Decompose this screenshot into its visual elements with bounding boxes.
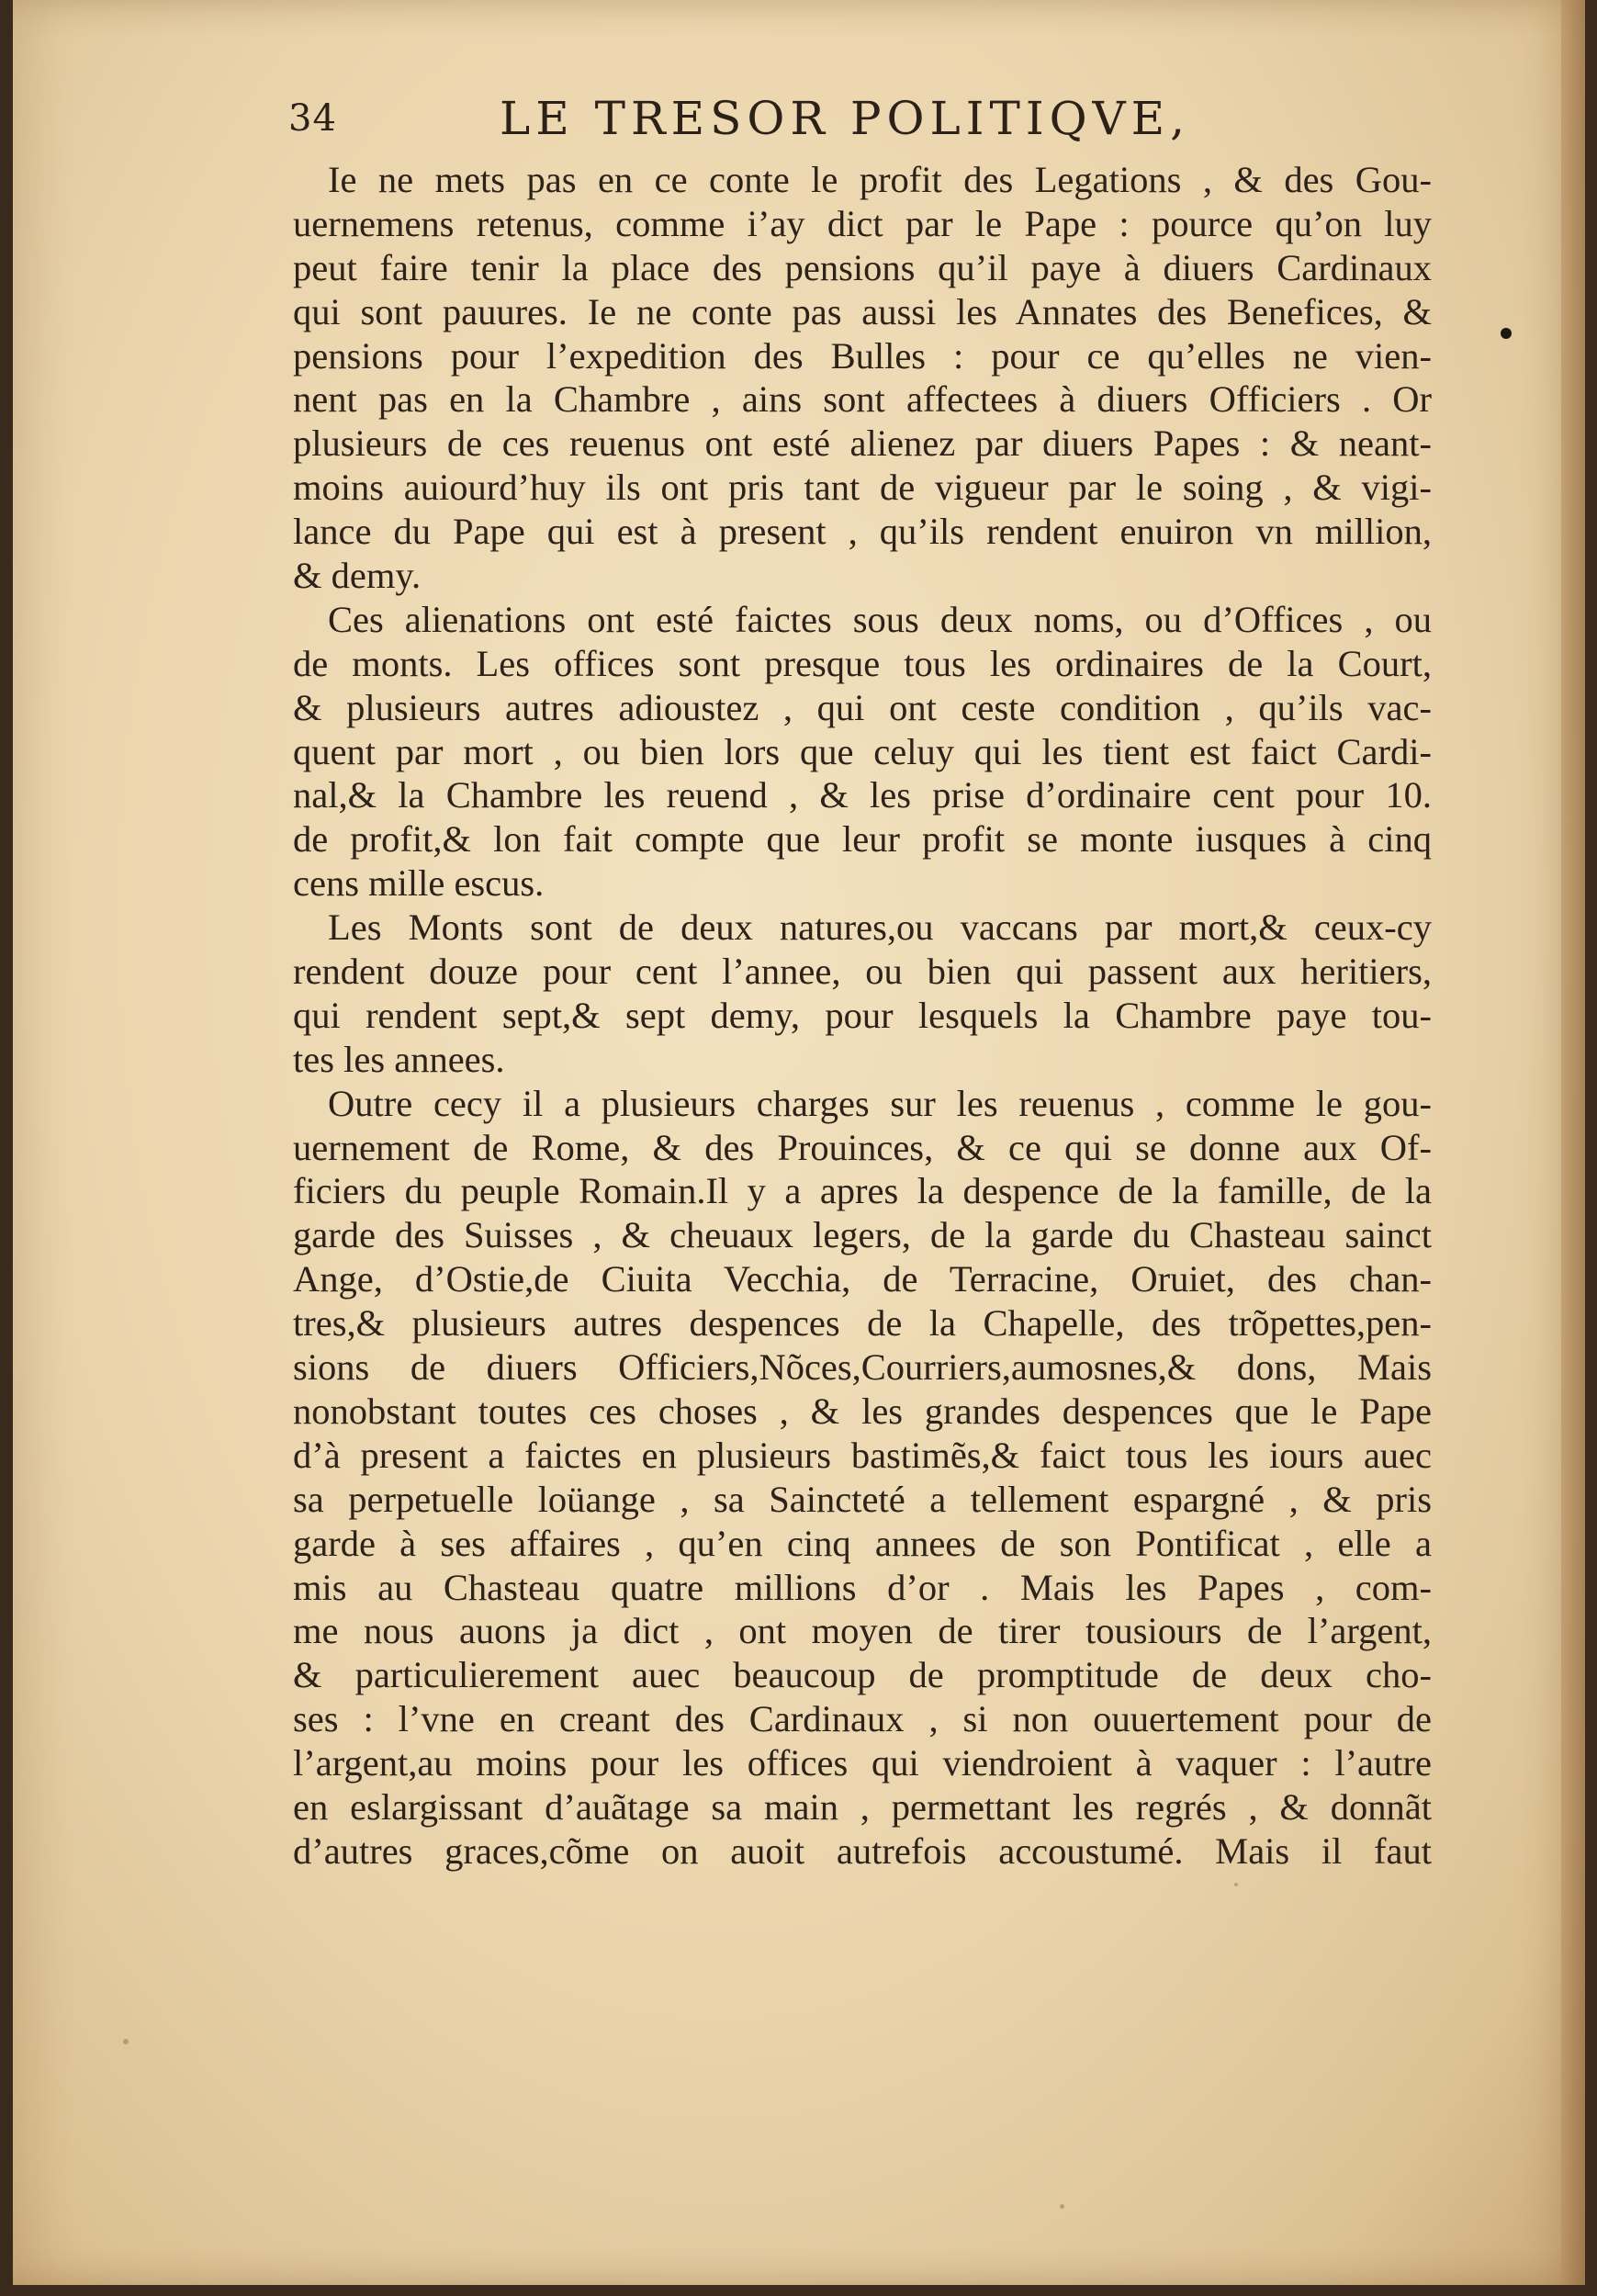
- text-line: d’à present a faictes en plusieurs bastimẽs,& faict tous les iours auec: [293, 1434, 1432, 1476]
- page-gutter-shadow: [1561, 0, 1585, 2285]
- text-line: & demy.: [293, 555, 422, 597]
- text-line: ficiers du peuple Romain.Il y a apres la despence de la famille, de la: [293, 1170, 1432, 1212]
- text-line: l’argent,au moins pour les offices qui viendroient à vaquer : l’autre: [293, 1742, 1432, 1784]
- text-line: garde à ses affaires , qu’en cinq annees de son Pontificat , elle a: [293, 1522, 1432, 1564]
- book-page: [13, 0, 1585, 2285]
- text-line: nonobstant toutes ces choses , & les grandes despences que le Pape: [293, 1390, 1432, 1432]
- page-number: 34: [288, 97, 337, 140]
- paper-spot: [123, 2039, 129, 2044]
- text-line: me nous auons ja dict , ont moyen de tirer tousiours de l’argent,: [293, 1610, 1432, 1652]
- text-line: lance du Pape qui est à present , qu’ils rendent enuiron vn million,: [293, 511, 1432, 553]
- text-line: de profit,& lon fait compte que leur profit se monte iusques à cinq: [293, 818, 1432, 861]
- text-line: Ange, d’Ostie,de Ciuita Vecchia, de Terracine, Oruiet, des chan-: [293, 1258, 1432, 1300]
- paragraph-4: [293, 1082, 1432, 1874]
- text-line: plusieurs de ces reuenus ont esté alienez par diuers Papes : & neant-: [293, 422, 1432, 465]
- text-line: Les Monts sont de deux natures,ou vaccans par mort,& ceux-cy: [328, 906, 1432, 949]
- text-line: uernement de Rome, & des Prouinces, & ce qui se donne aux Of-: [293, 1126, 1432, 1168]
- text-line: Ie ne mets pas en ce conte le profit des Legations , & des Gou-: [328, 159, 1432, 200]
- body-text: [293, 158, 1432, 1874]
- text-line: qui rendent sept,& sept demy, pour lesquels la Chambre paye tou-: [293, 994, 1432, 1036]
- text-line: nent pas en la Chambre , ains sont affectees à diuers Officiers . Or: [293, 378, 1432, 421]
- text-line: qui sont pauures. Ie ne conte pas aussi les Annates des Benefices, &: [293, 290, 1432, 332]
- text-line: de monts. Les offices sont presque tous les ordinaires de la Court,: [293, 642, 1432, 684]
- text-line: Ces alienations ont esté faictes sous deux noms, ou d’Offices , ou: [328, 598, 1432, 640]
- ink-dot-mark: [1501, 328, 1512, 339]
- paper-spot: [1060, 2204, 1064, 2209]
- text-line: tes les annees.: [293, 1038, 505, 1080]
- text-line: rendent douze pour cent l’annee, ou bien qui passent aux heritiers,: [293, 951, 1432, 993]
- text-line: sa perpetuelle loüange , sa Saincteté a tellement espargné , & pris: [293, 1478, 1432, 1520]
- text-line: garde des Suisses , & cheuaux legers, de la garde du Chasteau sainct: [293, 1214, 1432, 1256]
- text-line: & plusieurs autres adioustez , qui ont ceste condition , qu’ils vac-: [293, 686, 1432, 728]
- text-line: uernemens retenus, comme i’ay dict par le Pape : pource qu’on luy: [293, 202, 1432, 244]
- paper-spot: [1234, 1883, 1238, 1886]
- text-line: nal,& la Chambre les reuend , & les prise d’ordinaire cent pour 10.: [293, 774, 1432, 816]
- paragraph-2: [293, 598, 1432, 906]
- text-line: pensions pour l’expedition des Bulles : pour ce qu’elles ne vien-: [293, 334, 1432, 377]
- text-line: peut faire tenir la place des pensions qu’il paye à diuers Cardinaux: [293, 246, 1432, 288]
- paragraph-1: [293, 158, 1432, 598]
- text-line: cens mille escus.: [293, 862, 545, 905]
- text-line: d’autres graces,cõme on auoit autrefois accoustumé. Mais il faut: [293, 1829, 1432, 1872]
- text-line: moins auiourd’huy ils ont pris tant de vigueur par le soing , & vigi-: [293, 467, 1432, 509]
- text-line: quent par mort , ou bien lors que celuy qui les tient est faict Cardi-: [293, 730, 1432, 772]
- text-line: Outre cecy il a plusieurs charges sur les reuenus , comme le gou-: [328, 1082, 1432, 1124]
- page-header: [288, 92, 1390, 147]
- running-title: LE TRESOR POLITIQVE,: [500, 92, 1191, 145]
- text-line: mis au Chasteau quatre millions d’or . Mais les Papes , com-: [293, 1566, 1432, 1608]
- text-line: sions de diuers Officiers,Nõces,Courriers,aumosnes,& dons, Mais: [293, 1346, 1432, 1389]
- paragraph-3: [293, 906, 1432, 1082]
- text-line: & particulierement auec beaucoup de promptitude de deux cho-: [293, 1654, 1432, 1696]
- text-line: tres,& plusieurs autres despences de la Chapelle, des trõpettes,pen-: [293, 1302, 1432, 1345]
- text-line: ses : l’vne en creant des Cardinaux , si non ouuertement pour de: [293, 1698, 1432, 1740]
- text-line: en eslargissant d’auãtage sa main , permettant les regrés , & donnãt: [293, 1785, 1432, 1828]
